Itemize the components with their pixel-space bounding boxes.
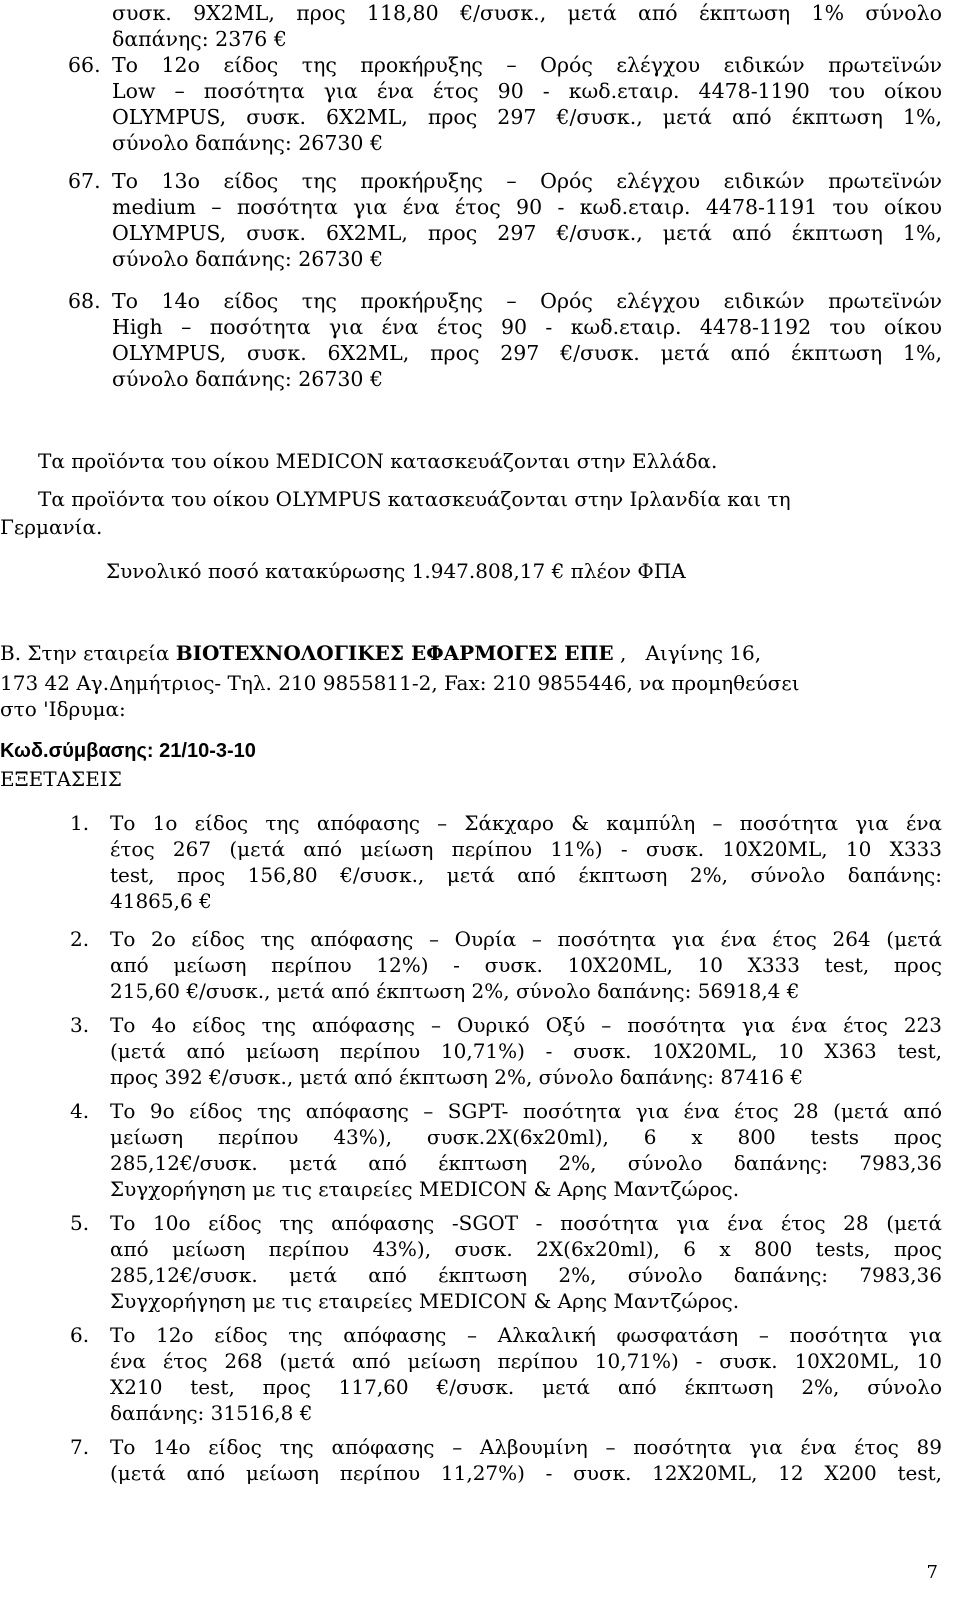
list-1 [68,52,942,392]
item-number: 68. [68,289,101,313]
contract-code: Κωδ.σύμβασης: 21/10-3-10 [0,740,256,762]
item-number: 67. [68,169,101,193]
item-number: 4. [70,1099,90,1123]
item-line: medium – ποσότητα για ένα έτος 90 - κωδ.εταιρ. 4478-1191 του οίκου [112,195,942,219]
item-number: 6. [70,1323,90,1347]
medicon-note: Τα προϊόντα του οίκου MEDICON κατασκευάζονται στην Ελλάδα. [38,449,718,473]
item-line: Το 13ο είδος της προκήρυξης – Ορός ελέγχου ειδικών πρωτεϊνών [112,169,942,193]
section-b-line-3: στο 'Ιδρυμα: [0,697,126,721]
item-number: 3. [70,1013,90,1037]
list-item [68,288,942,392]
item-number: 66. [68,53,101,77]
list-item [70,1098,942,1202]
list-item [68,168,942,288]
exams-label: ΕΞΕΤΑΣΕΙΣ [0,767,122,791]
item-line: Το 12ο είδος της απόφασης – Αλκαλική φωσφατάση – ποσότητα για [110,1323,942,1347]
item-line: Το 4ο είδος της απόφασης – Ουρικό Οξύ – ποσότητα για ένα έτος 223 [110,1013,942,1037]
company-name: ΒΙΟΤΕΧΝΟΛΟΓΙΚΕΣ ΕΦΑΡΜΟΓΕΣ ΕΠΕ [175,641,614,665]
item-line: από μείωση περίπου 12%) - συσκ. 10Χ20ML, 10 Χ333 test, προς [110,953,942,977]
item-number: 1. [70,811,90,835]
section-b-line-1 [0,640,761,666]
item-line: σύνολο δαπάνης: 26730 € [112,247,384,271]
continuation-block [112,0,942,52]
item-line: Low – ποσότητα για ένα έτος 90 - κωδ.εταιρ. 4478-1190 του οίκου [112,79,942,103]
list-item [70,1210,942,1314]
list-item [70,926,942,1004]
section-b-line-2: 173 42 Αγ.Δημήτριος- Τηλ. 210 9855811-2, Fax: 210 9855446, να προμηθεύσει [0,671,800,695]
item-line: μείωση περίπου 43%), συσκ.2Χ(6x20ml), 6 x 800 tests προς [110,1125,942,1149]
item-line: σύνολο δαπάνης: 26730 € [112,131,384,155]
section-b-prefix: Β. Στην εταιρεία [0,641,176,665]
item-line: OLYMPUS, συσκ. 6Χ2ML, προς 297 €/συσκ., μετά από έκπτωση 1%, [112,221,942,245]
item-number: 5. [70,1211,90,1235]
item-line: Το 2ο είδος της απόφασης – Ουρία – ποσότητα για ένα έτος 264 (μετά [110,927,942,951]
item-line: test, προς 156,80 €/συσκ., μετά από έκπτωση 2%, σύνολο δαπάνης: [110,863,942,887]
item-line: από μείωση περίπου 43%), συσκ. 2Χ(6x20ml), 6 x 800 tests, προς [110,1237,942,1261]
continuation-line: συσκ. 9Χ2ML, προς 118,80 €/συσκ., μετά από έκπτωση 1% σύνολο [112,1,942,25]
item-line: (μετά από μείωση περίπου 10,71%) - συσκ. 10Χ20ML, 10 Χ363 test, [110,1039,942,1063]
item-line: δαπάνης: 31516,8 € [110,1401,313,1425]
item-line: 285,12€/συσκ. μετά από έκπτωση 2%, σύνολο δαπάνης: 7983,36 [110,1151,942,1175]
item-line: έτος 267 (μετά από μείωση περίπου 11%) - συσκ. 10Χ20ML, 10 Χ333 [110,837,942,861]
section-b-suffix: , Αιγίνης 16, [613,641,762,665]
item-line: Το 14ο είδος της προκήρυξης – Ορός ελέγχου ειδικών πρωτεϊνών [112,289,942,313]
item-line: σύνολο δαπάνης: 26730 € [112,367,384,391]
list-item [70,1012,942,1090]
item-line: 41865,6 € [110,889,212,913]
list-item [68,52,942,168]
list-item [70,810,942,914]
item-line: OLYMPUS, συσκ. 6Χ2ML, προς 297 €/συσκ. μετά από έκπτωση 1%, [112,341,942,365]
list-item [70,1322,942,1426]
olympus-note-line-2: Γερμανία. [0,515,103,539]
item-line: Το 9ο είδος της απόφασης – SGPT- ποσότητα για ένα έτος 28 (μετά από [110,1099,942,1123]
item-line: Χ210 test, προς 117,60 €/συσκ. μετά από έκπτωση 2%, σύνολο [110,1375,942,1399]
item-line: Το 1ο είδος της απόφασης – Σάκχαρο & καμπύλη – ποσότητα για ένα [110,811,942,835]
item-line: ένα έτος 268 (μετά από μείωση περίπου 10,71%) - συσκ. 10Χ20ML, 10 [110,1349,942,1373]
item-line: 215,60 €/συσκ., μετά από έκπτωση 2%, σύνολο δαπάνης: 56918,4 € [110,979,800,1003]
list-2 [70,810,942,1486]
item-line: Συγχορήγηση με τις εταιρείες MEDICON & Αρης Μαντζώρος. [110,1289,740,1313]
item-line: Συγχορήγηση με τις εταιρείες MEDICON & Αρης Μαντζώρος. [110,1177,740,1201]
item-line: OLYMPUS, συσκ. 6Χ2ML, προς 297 €/συσκ., μετά από έκπτωση 1%, [112,105,942,129]
item-line: 285,12€/συσκ. μετά από έκπτωση 2%, σύνολο δαπάνης: 7983,36 [110,1263,942,1287]
page-number: 7 [926,1562,938,1583]
total-award: Συνολικό ποσό κατακύρωσης 1.947.808,17 € πλέον ΦΠΑ [106,559,686,583]
item-number: 7. [70,1435,90,1459]
item-number: 2. [70,927,90,951]
item-line: Το 12ο είδος της προκήρυξης – Ορός ελέγχου ειδικών πρωτεϊνών [112,53,942,77]
item-line: Το 10ο είδος της απόφασης -SGOT - ποσότητα για ένα έτος 28 (μετά [110,1211,942,1235]
item-line: Το 14ο είδος της απόφασης – Αλβουμίνη – ποσότητα για ένα έτος 89 [110,1435,942,1459]
item-line: (μετά από μείωση περίπου 11,27%) - συσκ. 12Χ20ML, 12 Χ200 test, [110,1461,942,1485]
item-line: High – ποσότητα για ένα έτος 90 - κωδ.εταιρ. 4478-1192 του οίκου [112,315,942,339]
item-line: προς 392 €/συσκ., μετά από έκπτωση 2%, σύνολο δαπάνης: 87416 € [110,1065,804,1089]
list-item [70,1434,942,1486]
continuation-line: δαπάνης: 2376 € [112,27,287,51]
olympus-note-line-1: Τα προϊόντα του οίκου OLYMPUS κατασκευάζονται στην Ιρλανδία και τη [38,487,791,511]
